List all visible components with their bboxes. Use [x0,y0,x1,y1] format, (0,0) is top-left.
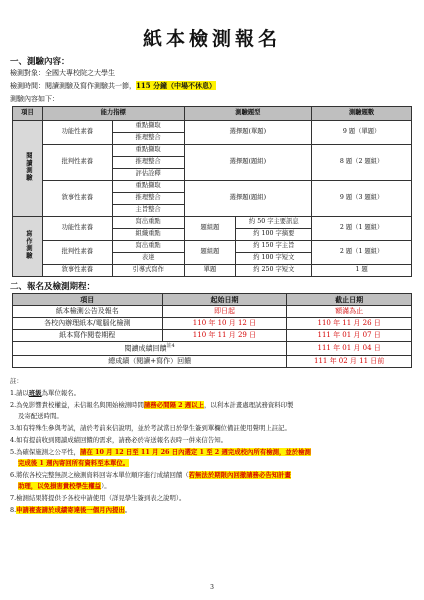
indicator-cell: 重點擷取 [112,121,184,133]
type-cell: 題組題 [184,241,236,265]
col-header-count: 測驗題數 [312,107,412,121]
section1-heading: 一、測驗內容： [10,57,70,67]
note-7: 7.檢測結果將提供予各校申請使用（詳見學生簽到表之說明）。 [10,494,186,502]
requirement-cell: 約 100 字摘要 [236,229,312,241]
table-row [13,356,412,368]
section2-heading: 二、報名及檢測期程： [10,282,96,292]
release-reading-label: 閱讀成績回饋$^{註4}$ [13,342,287,356]
col-header-item: 項目 [13,294,163,306]
indicator-cell: 推理整合 [112,133,184,145]
type-cell: 選擇題(單題) [184,121,312,145]
table-row [13,145,412,157]
release-total-date: 111 年 02 月 11 日前 [287,356,412,368]
indicator-cell: 推理整合 [112,157,184,169]
count-cell: 8 題（2 題組） [312,145,412,181]
time-highlight: 115 分鐘（中場不休息） [136,81,217,90]
indicator-cell: 寫出重點 [112,241,184,253]
indicator-cell: 主旨整合 [112,205,184,217]
indicator-cell: 重點擷取 [112,145,184,157]
indicator-cell: 重點擷取 [112,181,184,193]
content-label: 測驗內容如下： [10,95,59,103]
note-2-cont: 及寄配送時間。 [18,412,63,420]
count-cell: 9 題（單題） [312,121,412,145]
count-cell: 1 題 [312,265,412,277]
count-cell: 2 題（1 題組） [312,217,412,241]
table-header-row [13,107,412,121]
col-header-item: 項目 [13,107,43,121]
table-row [13,265,412,277]
note-4: 4.如有提前收到閱讀成績回饋的需求，請務必於寄送報名表時一併來信告知。 [10,436,227,444]
indicator-cell: 評估詮釋 [112,169,184,181]
type-cell: 題組題 [184,217,236,241]
group-reading: 閱讀測驗 [13,121,43,217]
note-1: 1.請以班級為單位報名。 [10,389,81,397]
note-5: 5.為確保施測之公平性，請在 10 月 12 日至 11 月 26 日內選定 1 至 2 週完成校內所有檢測，並於檢測 [10,448,311,456]
area-cell: 敘事性素養 [42,181,112,217]
note-3: 3.如有特殊生參與考試，請於考前來信說明，並於考試當日於學生簽到單欄位備註使用聲明上註記。 [10,424,291,432]
count-cell: 9 題（3 題組） [312,181,412,217]
table-row [13,306,412,318]
col-header-end: 截止日期 [287,294,412,306]
schedule-item: 各校內辦理紙本/電腦化檢測 [13,318,163,330]
note-6-cont: 助理，以免損害貴校學生權益）。 [18,482,111,490]
area-cell: 功能性素養 [42,217,112,241]
area-cell: 功能性素養 [42,121,112,145]
schedule-start: 110 年 11 月 29 日 [162,330,287,342]
schedule-item: 紙本檢測公告及報名 [13,306,163,318]
count-cell: 2 題（1 題組） [312,241,412,265]
table-header-row [13,294,412,306]
area-cell: 敘事性素養 [42,265,112,277]
group-writing: 寫作測驗 [13,217,43,277]
test-content-table [12,106,412,277]
col-header-type: 測驗題型 [184,107,312,121]
note-5-cont: 完成後 1 週內寄回所有資料至本單位。 [18,459,130,467]
requirement-cell: 約 250 字短文 [236,265,312,277]
table-row [13,217,412,229]
table-row [13,342,412,356]
schedule-end: 110 年 11 月 26 日 [287,318,412,330]
time-line [10,81,216,91]
area-cell: 批判性素養 [42,145,112,181]
schedule-start: 即日起 [162,306,287,318]
type-cell: 選擇題(題組) [184,145,312,181]
area-cell: 批判性素養 [42,241,112,265]
table-row [13,181,412,193]
table-row [13,330,412,342]
note-2: 2.為免影響貴校權益，未信報名與開始檢測時間請務必間隔 2 週以上，以利本計畫處理試務資料印製 [10,401,294,409]
page-number: 3 [210,584,214,591]
note-8: 8.申請複查請於成績寄達後一個月內提出。 [10,506,132,514]
schedule-start: 110 年 10 月 12 日 [162,318,287,330]
table-row [13,318,412,330]
time-prefix: 檢測時間：閱讀測驗及寫作測驗共一節， [10,82,136,90]
schedule-end: 額滿為止 [287,306,412,318]
table-row [13,241,412,253]
release-total-label: 總成績（閱讀+寫作）回饋 [13,356,287,368]
target-line: 檢測對象：全國大專校院之大學生 [10,69,115,77]
indicator-cell: 組織重點 [112,229,184,241]
indicator-cell: 引導式寫作 [112,265,184,277]
schedule-end: 111 年 01 月 07 日 [287,330,412,342]
indicator-cell: 表達 [112,253,184,265]
requirement-cell: 約 100 字短文 [236,253,312,265]
indicator-cell: 推理整合 [112,193,184,205]
requirement-cell: 約 150 字主旨 [236,241,312,253]
indicator-cell: 寫出重點 [112,217,184,229]
schedule-table [12,293,412,368]
release-reading-date: 111 年 01 月 04 日 [287,342,412,356]
page-title: 紙本檢測報名 [142,28,281,50]
col-header-indicator: 能力指標 [42,107,184,121]
requirement-cell: 約 50 字主要訊息 [236,217,312,229]
schedule-item: 紙本寫作閱卷期程 [13,330,163,342]
notes-label: 註： [10,377,23,385]
type-cell: 單題 [184,265,236,277]
table-row [13,121,412,133]
type-cell: 選擇題(題組) [184,181,312,217]
note-6: 6.將依各校完整無誤之檢測資料回寄本單位順序進行成績回饋（若無法於期限內回撤請務必告知計畫 [10,471,291,479]
col-header-start: 起始日期 [162,294,287,306]
